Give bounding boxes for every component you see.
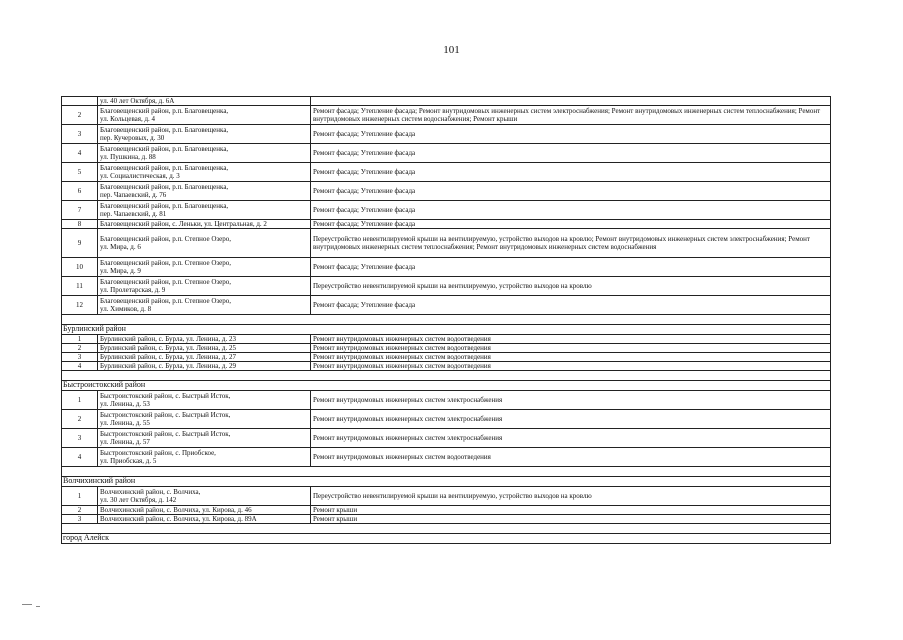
address-line: пер. Чапаевский, д. 81	[100, 210, 167, 218]
works-cell: Переустройство невентилируемой крыши на вентилируемую, устройство выходов на кровлю	[311, 487, 831, 506]
works-cell: Ремонт внутридомовых инженерных систем электроснабжения	[311, 391, 831, 410]
address-line: Бурлинский район, с. Бурла, ул. Ленина, д. 29	[100, 362, 236, 370]
works-cell: Ремонт фасада; Утепление фасада	[311, 220, 831, 229]
address-cell	[98, 448, 311, 467]
district-title: Быстроистокский район	[62, 381, 831, 391]
address-cell	[98, 515, 311, 524]
address-cell	[98, 410, 311, 429]
address-line: ул. Мира, д. 6	[100, 243, 141, 251]
address-line: Быстроистокский район, с. Быстрый Исток,	[100, 411, 231, 419]
works-cell: Ремонт внутридомовых инженерных систем электроснабжения	[311, 429, 831, 448]
table-row	[62, 201, 831, 220]
district-volch	[62, 477, 831, 487]
address-line: Благовещенский район, р.п. Благовещенка,	[100, 107, 229, 115]
table-row	[62, 220, 831, 229]
works-cell: Ремонт фасада; Утепление фасада	[311, 296, 831, 315]
district-bystr	[62, 381, 831, 391]
address-line: Благовещенский район, р.п. Благовещенка,	[100, 164, 229, 172]
table-row	[62, 277, 831, 296]
address-cell	[98, 258, 311, 277]
address-line: Благовещенский район, р.п. Степное Озеро,	[100, 259, 232, 267]
address-line: Благовещенский район, р.п. Благовещенка,	[100, 126, 229, 134]
row-number: 2	[62, 344, 98, 353]
table-row	[62, 97, 831, 106]
row-number: 1	[62, 391, 98, 410]
address-line: Благовещенский район, р.п. Степное Озеро,	[100, 278, 232, 286]
row-number	[62, 97, 98, 106]
scan-artifact	[22, 604, 32, 605]
address-cell	[98, 97, 311, 106]
address-cell	[98, 487, 311, 506]
district-title: Бурлинский район	[62, 325, 831, 335]
table-row	[62, 410, 831, 429]
address-cell	[98, 506, 311, 515]
row-number: 11	[62, 277, 98, 296]
works-cell: Ремонт фасада; Утепление фасада; Ремонт внутридомовых инженерных систем электроснабжения; Ремонт внутридомовых инженерных систем теплоснабжения; Ремонт внутридомовых инженерных систем водоснабжения; Ремонт крыши	[311, 106, 831, 125]
works-cell: Ремонт фасада; Утепление фасада	[311, 125, 831, 144]
table-row	[62, 353, 831, 362]
table-row	[62, 515, 831, 524]
works-cell: Ремонт внутридомовых инженерных систем водоотведения	[311, 335, 831, 344]
table-row	[62, 296, 831, 315]
address-cell	[98, 353, 311, 362]
table-row	[62, 182, 831, 201]
address-cell	[98, 125, 311, 144]
table-row	[62, 106, 831, 125]
table-row	[62, 144, 831, 163]
address-line: ул. Приобская, д. 5	[100, 457, 157, 465]
section-spacer	[62, 371, 831, 381]
address-cell	[98, 220, 311, 229]
works-cell: Ремонт фасада; Утепление фасада	[311, 163, 831, 182]
row-number: 3	[62, 515, 98, 524]
address-line: Благовещенский район, р.п. Степное Озеро,	[100, 235, 232, 243]
works-cell: Ремонт крыши	[311, 515, 831, 524]
address-line: ул. Химиков, д. 8	[100, 305, 152, 313]
address-line: ул. Ленина, д. 57	[100, 438, 150, 446]
row-number: 2	[62, 506, 98, 515]
table-row	[62, 344, 831, 353]
works-cell: Переустройство невентилируемой крыши на вентилируемую, устройство выходов на кровлю; Ремонт внутридомовых инженерных систем электроснабжения; Ремонт внутридомовых инженерных систем теплоснабжения; Ремонт внутридомовых инженерных систем водоснабжения	[311, 229, 831, 258]
row-number: 10	[62, 258, 98, 277]
address-line: ул. 40 лет Октября, д. 6А	[100, 97, 175, 105]
works-cell: Ремонт фасада; Утепление фасада	[311, 182, 831, 201]
address-line: Бурлинский район, с. Бурла, ул. Ленина, д. 23	[100, 335, 236, 343]
address-line: ул. Пушкина, д. 88	[100, 153, 156, 161]
district-title: город Алейск	[62, 534, 831, 544]
address-line: ул. Мира, д. 9	[100, 267, 141, 275]
row-number: 4	[62, 448, 98, 467]
row-number: 5	[62, 163, 98, 182]
address-cell	[98, 163, 311, 182]
address-line: Волчихинский район, с. Волчиха, ул. Кирова, д. 89А	[100, 515, 257, 523]
address-cell	[98, 391, 311, 410]
address-line: Бурлинский район, с. Бурла, ул. Ленина, д. 27	[100, 353, 236, 361]
section-spacer	[62, 467, 831, 477]
works-cell: Ремонт внутридомовых инженерных систем электроснабжения	[311, 410, 831, 429]
address-cell	[98, 144, 311, 163]
address-line: Быстроистокский район, с. Приобское,	[100, 449, 216, 457]
section-spacer	[62, 524, 831, 534]
works-cell: Ремонт внутридомовых инженерных систем водоотведения	[311, 344, 831, 353]
table-row	[62, 125, 831, 144]
address-line: Благовещенский район, р.п. Благовещенка,	[100, 183, 229, 191]
address-line: пер. Чапаевский, д. 76	[100, 191, 167, 199]
table-row	[62, 487, 831, 506]
row-number: 8	[62, 220, 98, 229]
repair-program-table	[61, 96, 831, 544]
row-number: 6	[62, 182, 98, 201]
works-cell: Ремонт внутридомовых инженерных систем водоотведения	[311, 448, 831, 467]
address-line: ул. Ленина, д. 53	[100, 400, 150, 408]
address-cell	[98, 429, 311, 448]
works-cell: Ремонт фасада; Утепление фасада	[311, 258, 831, 277]
address-cell	[98, 201, 311, 220]
district-title: Волчихинский район	[62, 477, 831, 487]
row-number: 4	[62, 144, 98, 163]
address-line: пер. Кучеровых, д. 30	[100, 134, 165, 142]
address-line: Бурлинский район, с. Бурла, ул. Ленина, д. 25	[100, 344, 236, 352]
works-cell: Ремонт фасада; Утепление фасада	[311, 144, 831, 163]
page-number: 101	[443, 44, 460, 56]
address-cell	[98, 296, 311, 315]
row-number: 4	[62, 362, 98, 371]
address-line: Благовещенский район, с. Леньки, ул. Центральная, д. 2	[100, 220, 267, 228]
row-number: 3	[62, 125, 98, 144]
address-line: ул. Кольцевая, д. 4	[100, 115, 156, 123]
scan-artifact	[36, 606, 40, 607]
table-row	[62, 391, 831, 410]
works-cell: Ремонт крыши	[311, 506, 831, 515]
address-line: Волчихинский район, с. Волчиха, ул. Кирова, д. 46	[100, 506, 252, 514]
address-line: ул. Социалистическая, д. 3	[100, 172, 180, 180]
works-cell	[311, 97, 831, 106]
row-number: 2	[62, 106, 98, 125]
row-number: 3	[62, 429, 98, 448]
row-number: 2	[62, 410, 98, 429]
row-number: 1	[62, 335, 98, 344]
address-cell	[98, 106, 311, 125]
works-cell: Ремонт внутридомовых инженерных систем водоотведения	[311, 362, 831, 371]
district-burla	[62, 325, 831, 335]
works-cell: Ремонт фасада; Утепление фасада	[311, 201, 831, 220]
table-row	[62, 163, 831, 182]
address-line: Благовещенский район, р.п. Благовещенка,	[100, 202, 229, 210]
address-line: Быстроистокский район, с. Быстрый Исток,	[100, 392, 231, 400]
row-number: 3	[62, 353, 98, 362]
section-spacer	[62, 315, 831, 325]
table-row	[62, 362, 831, 371]
row-number: 1	[62, 487, 98, 506]
table-row	[62, 506, 831, 515]
row-number: 12	[62, 296, 98, 315]
address-cell	[98, 362, 311, 371]
address-line: ул. Ленина, д. 55	[100, 419, 150, 427]
address-line: ул. 30 лет Октября, д. 142	[100, 496, 177, 504]
address-cell	[98, 182, 311, 201]
address-cell	[98, 344, 311, 353]
table-row	[62, 448, 831, 467]
district-aleysk	[62, 534, 831, 544]
works-cell: Ремонт внутридомовых инженерных систем водоотведения	[311, 353, 831, 362]
row-number: 7	[62, 201, 98, 220]
row-number: 9	[62, 229, 98, 258]
table-row	[62, 335, 831, 344]
address-line: Волчихинский район, с. Волчиха,	[100, 488, 201, 496]
address-line: Быстроистокский район, с. Быстрый Исток,	[100, 430, 231, 438]
table-row	[62, 229, 831, 258]
works-cell: Переустройство невентилируемой крыши на вентилируемую, устройство выходов на кровлю	[311, 277, 831, 296]
address-line: Благовещенский район, р.п. Степное Озеро,	[100, 297, 232, 305]
address-line: ул. Пролетарская, д. 9	[100, 286, 166, 294]
address-line: Благовещенский район, р.п. Благовещенка,	[100, 145, 229, 153]
table-row	[62, 429, 831, 448]
address-cell	[98, 229, 311, 258]
address-cell	[98, 335, 311, 344]
table-row	[62, 258, 831, 277]
address-cell	[98, 277, 311, 296]
